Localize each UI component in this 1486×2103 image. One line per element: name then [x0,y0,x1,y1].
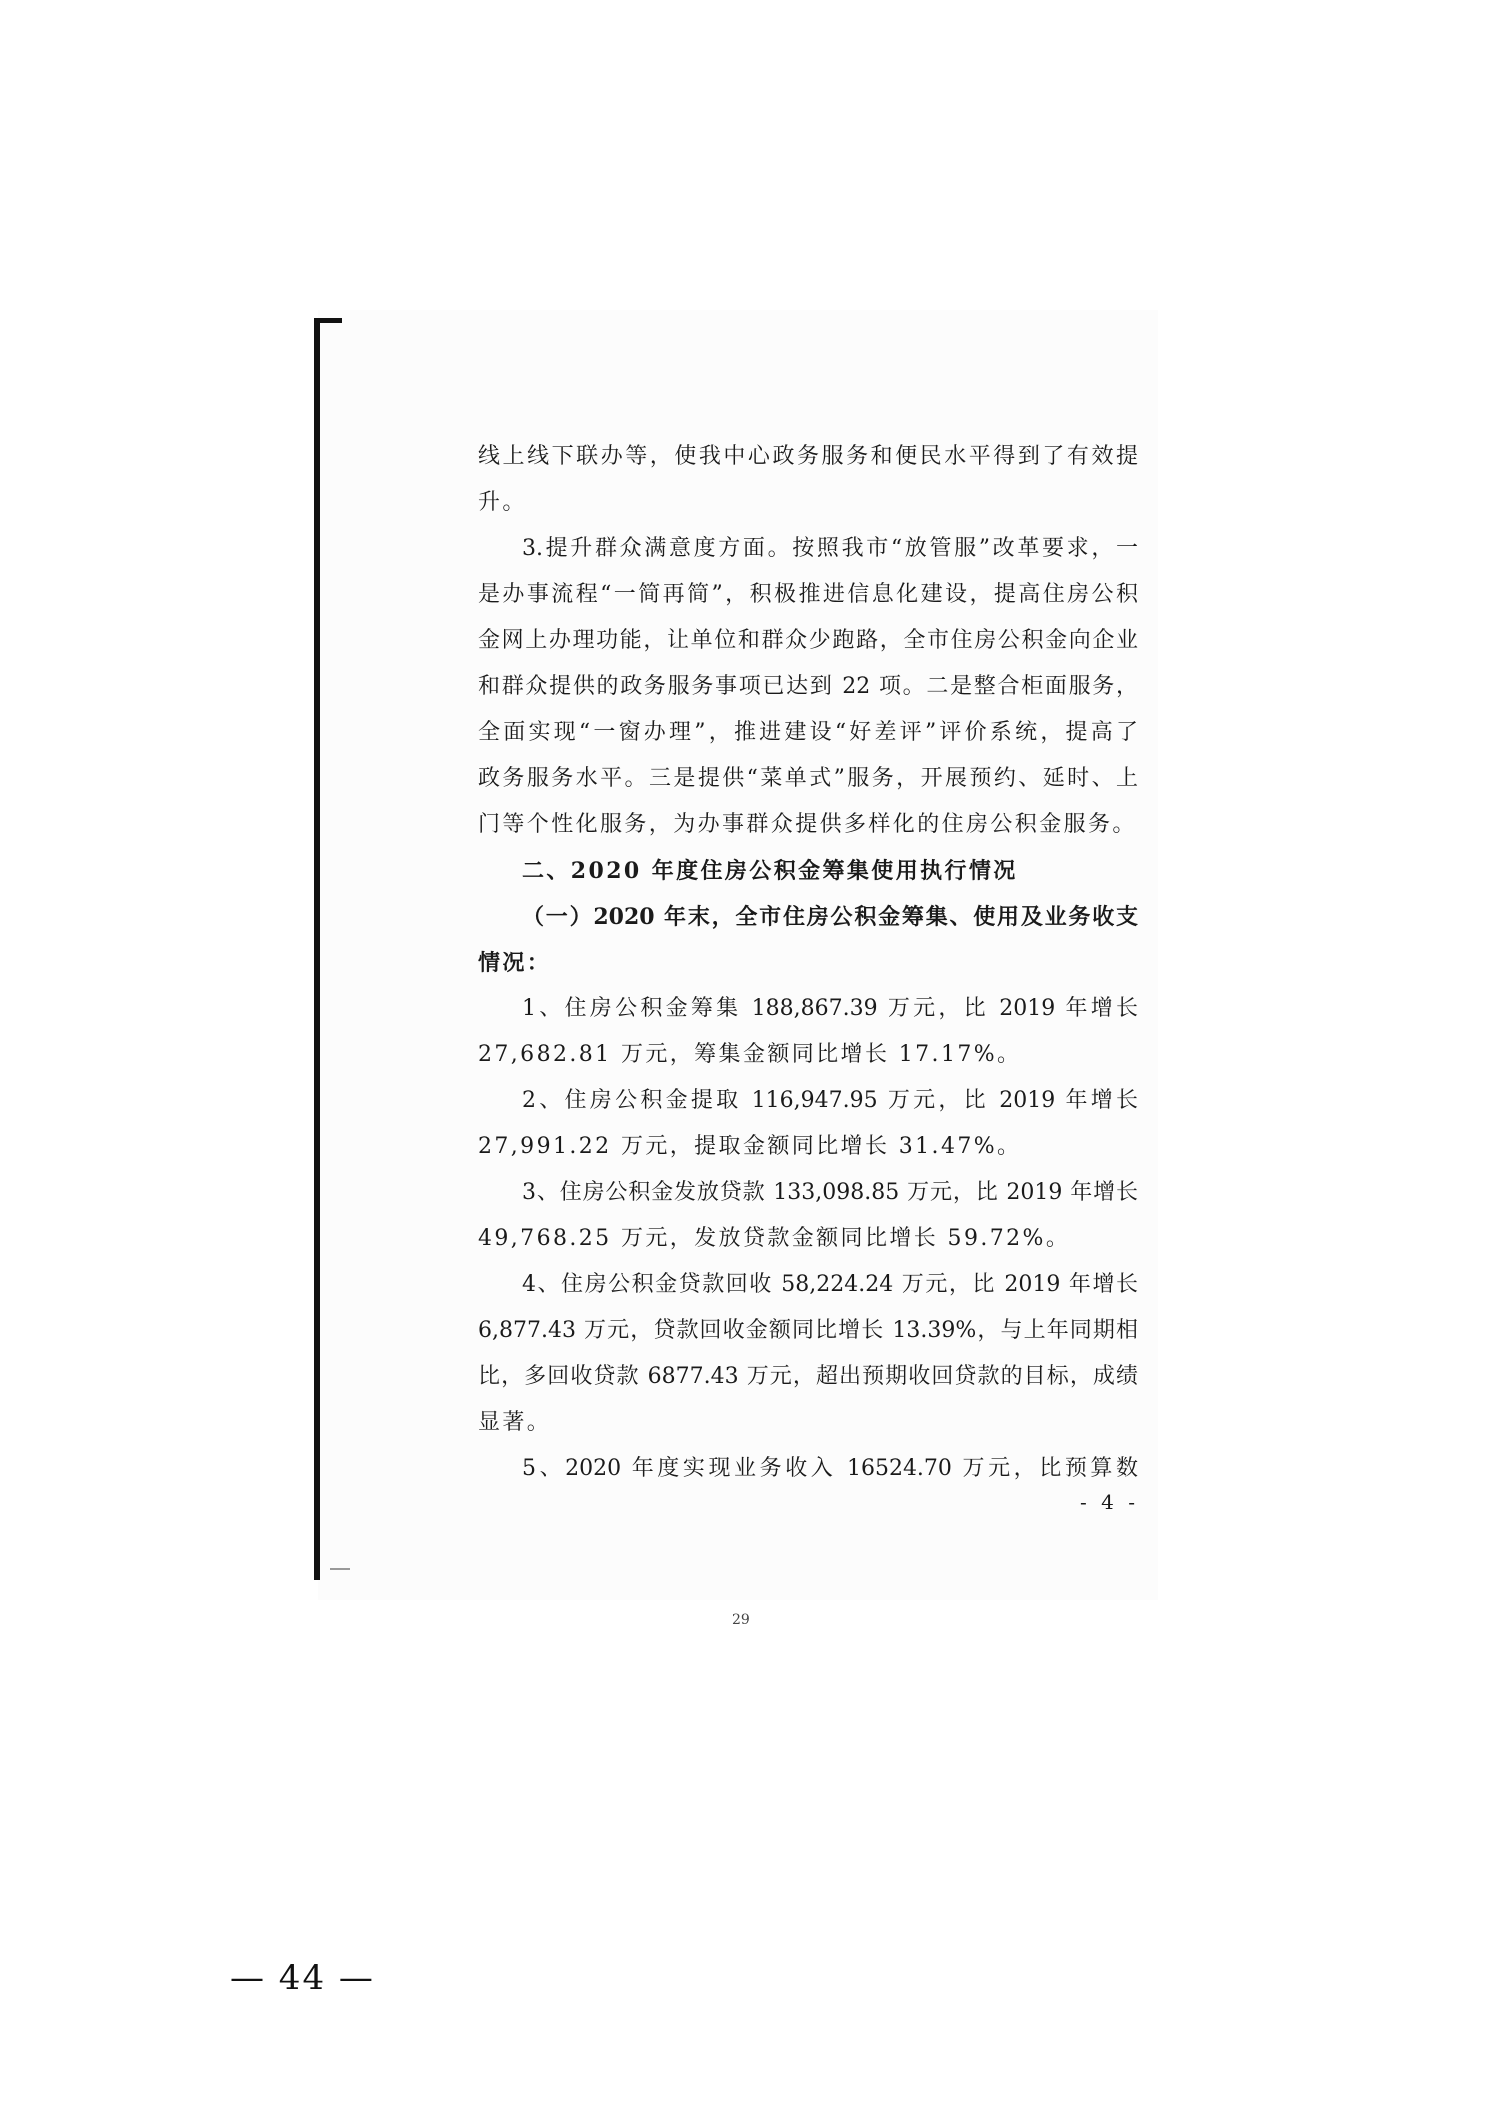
paragraph-line: 金网上办理功能，让单位和群众少跑路，全市住房公积金向企业 [478,628,1138,653]
paragraph-line: 4、住房公积金贷款回收 58,224.24 万元，比 2019 年增长 [522,1272,1138,1297]
section-heading: 二、2020 年度住房公积金筹集使用执行情况 [522,858,1018,884]
paragraph-line: 全面实现“一窗办理”，推进建设“好差评”评价系统，提高了 [478,720,1138,745]
subsection-heading: （一）2020 年末，全市住房公积金筹集、使用及业务收支 [522,904,1138,930]
paragraph-line: 3、住房公积金发放贷款 133,098.85 万元，比 2019 年增长 [522,1180,1138,1205]
footer-page-number: — 44 — [230,1958,375,1998]
paragraph-line: 6,877.43 万元，贷款回收金额同比增长 13.39%，与上年同期相 [478,1318,1138,1343]
paragraph-line: 政务服务水平。三是提供“菜单式”服务，开展预约、延时、上 [478,766,1138,791]
paragraph-line: 升。 [478,490,527,515]
paragraph-line: 门等个性化服务，为办事群众提供多样化的住房公积金服务。 [478,812,1137,837]
scan-page-number: 29 [732,1612,750,1628]
paragraph-line: 显著。 [478,1410,552,1435]
paragraph-line: 1、住房公积金筹集 188,867.39 万元，比 2019 年增长 [522,996,1138,1021]
paragraph-line: 49,768.25 万元，发放贷款金额同比增长 59.72%。 [478,1226,1071,1251]
binding-bracket-line [314,318,320,1580]
paragraph-line: 27,682.81 万元，筹集金额同比增长 17.17%。 [478,1042,1022,1067]
document-body [478,434,1138,1492]
paragraph-line: 27,991.22 万元，提取金额同比增长 31.47%。 [478,1134,1022,1159]
paragraph-line: 比，多回收贷款 6877.43 万元，超出预期收回贷款的目标，成绩 [478,1364,1138,1389]
paragraph-line: 和群众提供的政务服务事项已达到 22 项。二是整合柜面服务， [478,674,1138,699]
binding-mark [330,1568,350,1570]
paragraph-line: 5、2020 年度实现业务收入 16524.70 万元，比预算数 [522,1456,1138,1481]
paragraph-line: 是办事流程“一简再简”，积极推进信息化建设，提高住房公积 [478,582,1138,607]
subsection-heading: 情况： [478,950,552,976]
paragraph-line: 线上线下联办等，使我中心政务服务和便民水平得到了有效提 [478,444,1138,469]
inner-page-number: - 4 - [1080,1490,1139,1514]
paragraph-line: 2、住房公积金提取 116,947.95 万元，比 2019 年增长 [522,1088,1138,1113]
paragraph-line: 3.提升群众满意度方面。按照我市“放管服”改革要求，一 [522,536,1138,561]
